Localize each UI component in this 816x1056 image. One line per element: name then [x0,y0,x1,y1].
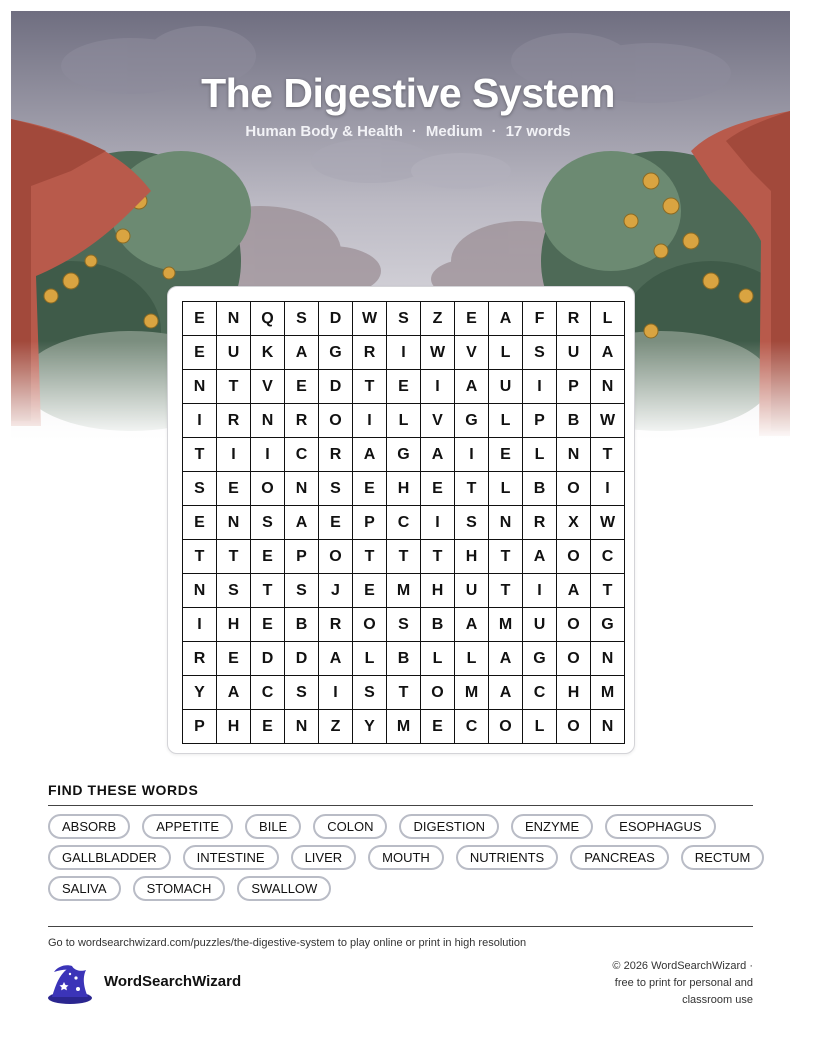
grid-cell[interactable]: E [285,370,319,404]
grid-cell[interactable]: T [217,370,251,404]
grid-cell[interactable]: L [353,642,387,676]
grid-cell[interactable]: A [455,608,489,642]
word-chip: LIVER [291,845,357,870]
word-chip: BILE [245,814,301,839]
grid-cell[interactable]: I [387,336,421,370]
grid-cell[interactable]: D [251,642,285,676]
word-chip: ESOPHAGUS [605,814,715,839]
copyright-line: © 2026 WordSearchWizard · [612,960,753,972]
word-chip: MOUTH [368,845,444,870]
grid-cell[interactable]: S [285,574,319,608]
grid-cell[interactable]: I [523,370,557,404]
grid-cell[interactable]: W [591,506,625,540]
grid-cell[interactable]: E [353,472,387,506]
grid-cell[interactable]: B [285,608,319,642]
grid-cell[interactable]: T [387,540,421,574]
word-chip: ENZYME [511,814,593,839]
grid-cell[interactable]: A [489,642,523,676]
grid-cell[interactable]: E [183,302,217,336]
grid-cell[interactable]: R [353,336,387,370]
grid-cell[interactable]: G [455,404,489,438]
grid-cell[interactable]: B [557,404,591,438]
grid-cell[interactable]: N [217,506,251,540]
grid-cell[interactable]: E [217,642,251,676]
copyright-line: free to print for personal and [614,977,753,989]
word-chip: APPETITE [142,814,233,839]
grid-cell[interactable]: O [489,710,523,744]
grid-cell[interactable]: S [285,302,319,336]
grid-cell[interactable]: L [489,336,523,370]
word-chip: SWALLOW [237,876,331,901]
grid-cell[interactable]: A [285,506,319,540]
puzzle-meta [0,123,816,140]
grid-cell[interactable]: G [523,642,557,676]
grid-cell[interactable]: E [251,540,285,574]
grid-cell[interactable]: S [523,336,557,370]
grid-cell[interactable]: S [285,676,319,710]
grid-cell[interactable]: T [353,370,387,404]
grid-cell[interactable]: Z [421,302,455,336]
grid-cell[interactable]: M [489,608,523,642]
grid-cell[interactable]: H [421,574,455,608]
find-words-heading: FIND THESE WORDS [48,782,199,798]
word-count-label: 17 words [505,123,571,140]
grid-cell[interactable]: C [387,506,421,540]
grid-cell[interactable]: U [557,336,591,370]
grid-cell[interactable]: E [421,710,455,744]
grid-cell[interactable]: A [523,540,557,574]
grid-cell[interactable]: I [421,506,455,540]
grid-cell[interactable]: N [591,370,625,404]
grid-cell[interactable]: W [353,302,387,336]
grid-cell[interactable]: S [251,506,285,540]
grid-cell[interactable]: O [251,472,285,506]
grid-cell[interactable]: S [455,506,489,540]
grid-cell[interactable]: S [319,472,353,506]
grid-cell[interactable]: N [591,710,625,744]
page-title: The Digestive System [201,70,615,116]
grid-cell[interactable]: B [421,608,455,642]
copyright-notice [563,958,753,1009]
grid-cell[interactable]: O [319,404,353,438]
grid-cell[interactable]: G [591,608,625,642]
grid-cell[interactable]: T [421,540,455,574]
word-chip: INTESTINE [183,845,279,870]
word-chip: ABSORB [48,814,130,839]
grid-cell[interactable]: U [455,574,489,608]
grid-cell[interactable]: Y [183,676,217,710]
grid-cell[interactable]: D [285,642,319,676]
grid-cell[interactable]: X [557,506,591,540]
grid-cell[interactable]: L [489,472,523,506]
grid-cell[interactable]: O [557,642,591,676]
grid-cell[interactable]: M [387,574,421,608]
word-chip: NUTRIENTS [456,845,558,870]
grid-cell[interactable]: G [319,336,353,370]
grid-cell[interactable]: L [523,710,557,744]
grid-cell[interactable]: N [251,404,285,438]
grid-cell[interactable]: D [319,370,353,404]
grid-cell[interactable]: E [353,574,387,608]
grid-cell[interactable]: V [421,404,455,438]
wizard-hat-icon [46,962,94,1011]
divider [48,805,753,806]
grid-cell[interactable]: E [183,336,217,370]
grid-cell[interactable]: I [591,472,625,506]
grid-cell[interactable]: F [523,302,557,336]
grid-cell[interactable]: T [387,676,421,710]
grid-cell[interactable]: I [183,404,217,438]
grid-cell[interactable]: V [251,370,285,404]
grid-cell[interactable]: L [387,404,421,438]
grid-cell[interactable]: O [557,540,591,574]
grid-cell[interactable]: I [217,438,251,472]
grid-cell[interactable]: U [489,370,523,404]
grid-cell[interactable]: L [523,438,557,472]
grid-cell[interactable]: M [591,676,625,710]
grid-cell[interactable]: H [557,676,591,710]
grid-cell[interactable]: S [387,608,421,642]
copyright-line: classroom use [682,994,753,1006]
grid-cell[interactable]: T [183,540,217,574]
grid-cell[interactable]: N [557,438,591,472]
grid-cell[interactable]: O [421,676,455,710]
grid-cell[interactable]: A [557,574,591,608]
divider [48,926,753,927]
grid-cell[interactable]: P [523,404,557,438]
grid-cell[interactable]: E [319,506,353,540]
puzzle-card [167,286,635,754]
grid-cell[interactable]: C [285,438,319,472]
grid-cell[interactable]: A [489,302,523,336]
grid-cell[interactable]: N [217,302,251,336]
grid-cell[interactable]: H [387,472,421,506]
grid-cell[interactable]: C [523,676,557,710]
word-chip: STOMACH [133,876,226,901]
grid-cell[interactable]: H [455,540,489,574]
grid-cell[interactable]: P [285,540,319,574]
grid-cell[interactable]: R [217,404,251,438]
grid-cell[interactable]: L [421,642,455,676]
grid-cell[interactable]: N [489,506,523,540]
grid-cell[interactable]: R [523,506,557,540]
grid-cell[interactable]: S [353,676,387,710]
grid-cell[interactable]: I [421,370,455,404]
letter-grid [182,301,625,744]
grid-cell[interactable]: M [387,710,421,744]
grid-cell[interactable]: B [387,642,421,676]
grid-cell[interactable]: L [455,642,489,676]
grid-cell[interactable]: R [319,438,353,472]
grid-cell[interactable]: U [217,336,251,370]
grid-cell[interactable]: I [455,438,489,472]
brand-name: WordSearchWizard [104,973,242,990]
grid-cell[interactable]: E [421,472,455,506]
grid-cell[interactable]: O [319,540,353,574]
meta-separator: · [411,123,417,140]
meta-separator: · [491,123,497,140]
play-online-note: Go to wordsearchwizard.com/puzzles/the-digestive-system to play online or print in high resolution [48,937,527,949]
word-list [48,814,768,901]
grid-cell[interactable]: Y [353,710,387,744]
grid-cell[interactable]: T [183,438,217,472]
grid-cell[interactable]: N [183,370,217,404]
grid-cell[interactable]: Q [251,302,285,336]
grid-cell[interactable]: E [183,506,217,540]
grid-cell[interactable]: T [591,574,625,608]
word-chip: PANCREAS [570,845,669,870]
grid-cell[interactable]: K [251,336,285,370]
grid-cell[interactable]: H [217,608,251,642]
grid-cell[interactable]: P [353,506,387,540]
grid-cell[interactable]: O [557,608,591,642]
grid-cell[interactable]: P [183,710,217,744]
grid-cell[interactable]: D [319,302,353,336]
grid-cell[interactable]: I [353,404,387,438]
word-chip: RECTUM [681,845,765,870]
grid-cell[interactable]: C [591,540,625,574]
grid-cell[interactable]: H [217,710,251,744]
grid-cell[interactable]: T [455,472,489,506]
grid-cell[interactable]: N [591,642,625,676]
grid-cell[interactable]: O [557,472,591,506]
word-chip: COLON [313,814,387,839]
grid-cell[interactable]: T [489,540,523,574]
word-chip: GALLBLADDER [48,845,171,870]
difficulty-label: Medium [425,123,483,140]
word-chip: SALIVA [48,876,121,901]
grid-cell[interactable]: W [591,404,625,438]
grid-cell[interactable]: P [557,370,591,404]
grid-cell[interactable]: S [387,302,421,336]
grid-cell[interactable]: A [489,676,523,710]
grid-cell[interactable]: C [251,676,285,710]
grid-cell[interactable]: E [489,438,523,472]
grid-cell[interactable]: A [285,336,319,370]
grid-cell[interactable]: S [183,472,217,506]
grid-cell[interactable]: B [523,472,557,506]
grid-cell[interactable]: A [455,370,489,404]
grid-cell[interactable]: I [251,438,285,472]
word-chip: DIGESTION [399,814,499,839]
grid-cell[interactable]: I [183,608,217,642]
grid-cell[interactable]: R [319,608,353,642]
grid-cell[interactable]: N [183,574,217,608]
grid-cell[interactable]: J [319,574,353,608]
grid-cell[interactable]: L [591,302,625,336]
category-label: Human Body & Health [245,123,403,140]
grid-cell[interactable]: E [217,472,251,506]
grid-cell[interactable]: O [353,608,387,642]
grid-cell[interactable]: A [319,642,353,676]
grid-cell[interactable]: E [251,608,285,642]
grid-cell[interactable]: T [489,574,523,608]
grid-cell[interactable]: M [455,676,489,710]
grid-cell[interactable]: I [523,574,557,608]
grid-cell[interactable]: O [557,710,591,744]
grid-cell[interactable]: A [353,438,387,472]
grid-cell[interactable]: Z [319,710,353,744]
grid-cell[interactable]: U [523,608,557,642]
grid-cell[interactable]: W [421,336,455,370]
grid-cell[interactable]: R [557,302,591,336]
grid-cell[interactable]: T [217,540,251,574]
grid-cell[interactable]: N [285,710,319,744]
grid-cell[interactable]: R [183,642,217,676]
grid-cell[interactable]: A [217,676,251,710]
grid-cell[interactable]: A [591,336,625,370]
grid-cell[interactable]: S [217,574,251,608]
grid-cell[interactable]: T [591,438,625,472]
grid-cell[interactable]: G [387,438,421,472]
grid-cell[interactable]: E [455,302,489,336]
grid-cell[interactable]: A [421,438,455,472]
grid-cell[interactable]: R [285,404,319,438]
grid-cell[interactable]: N [285,472,319,506]
grid-cell[interactable]: E [251,710,285,744]
grid-cell[interactable]: C [455,710,489,744]
grid-cell[interactable]: I [319,676,353,710]
grid-cell[interactable]: E [387,370,421,404]
grid-cell[interactable]: T [251,574,285,608]
grid-cell[interactable]: L [489,404,523,438]
grid-cell[interactable]: V [455,336,489,370]
grid-cell[interactable]: T [353,540,387,574]
